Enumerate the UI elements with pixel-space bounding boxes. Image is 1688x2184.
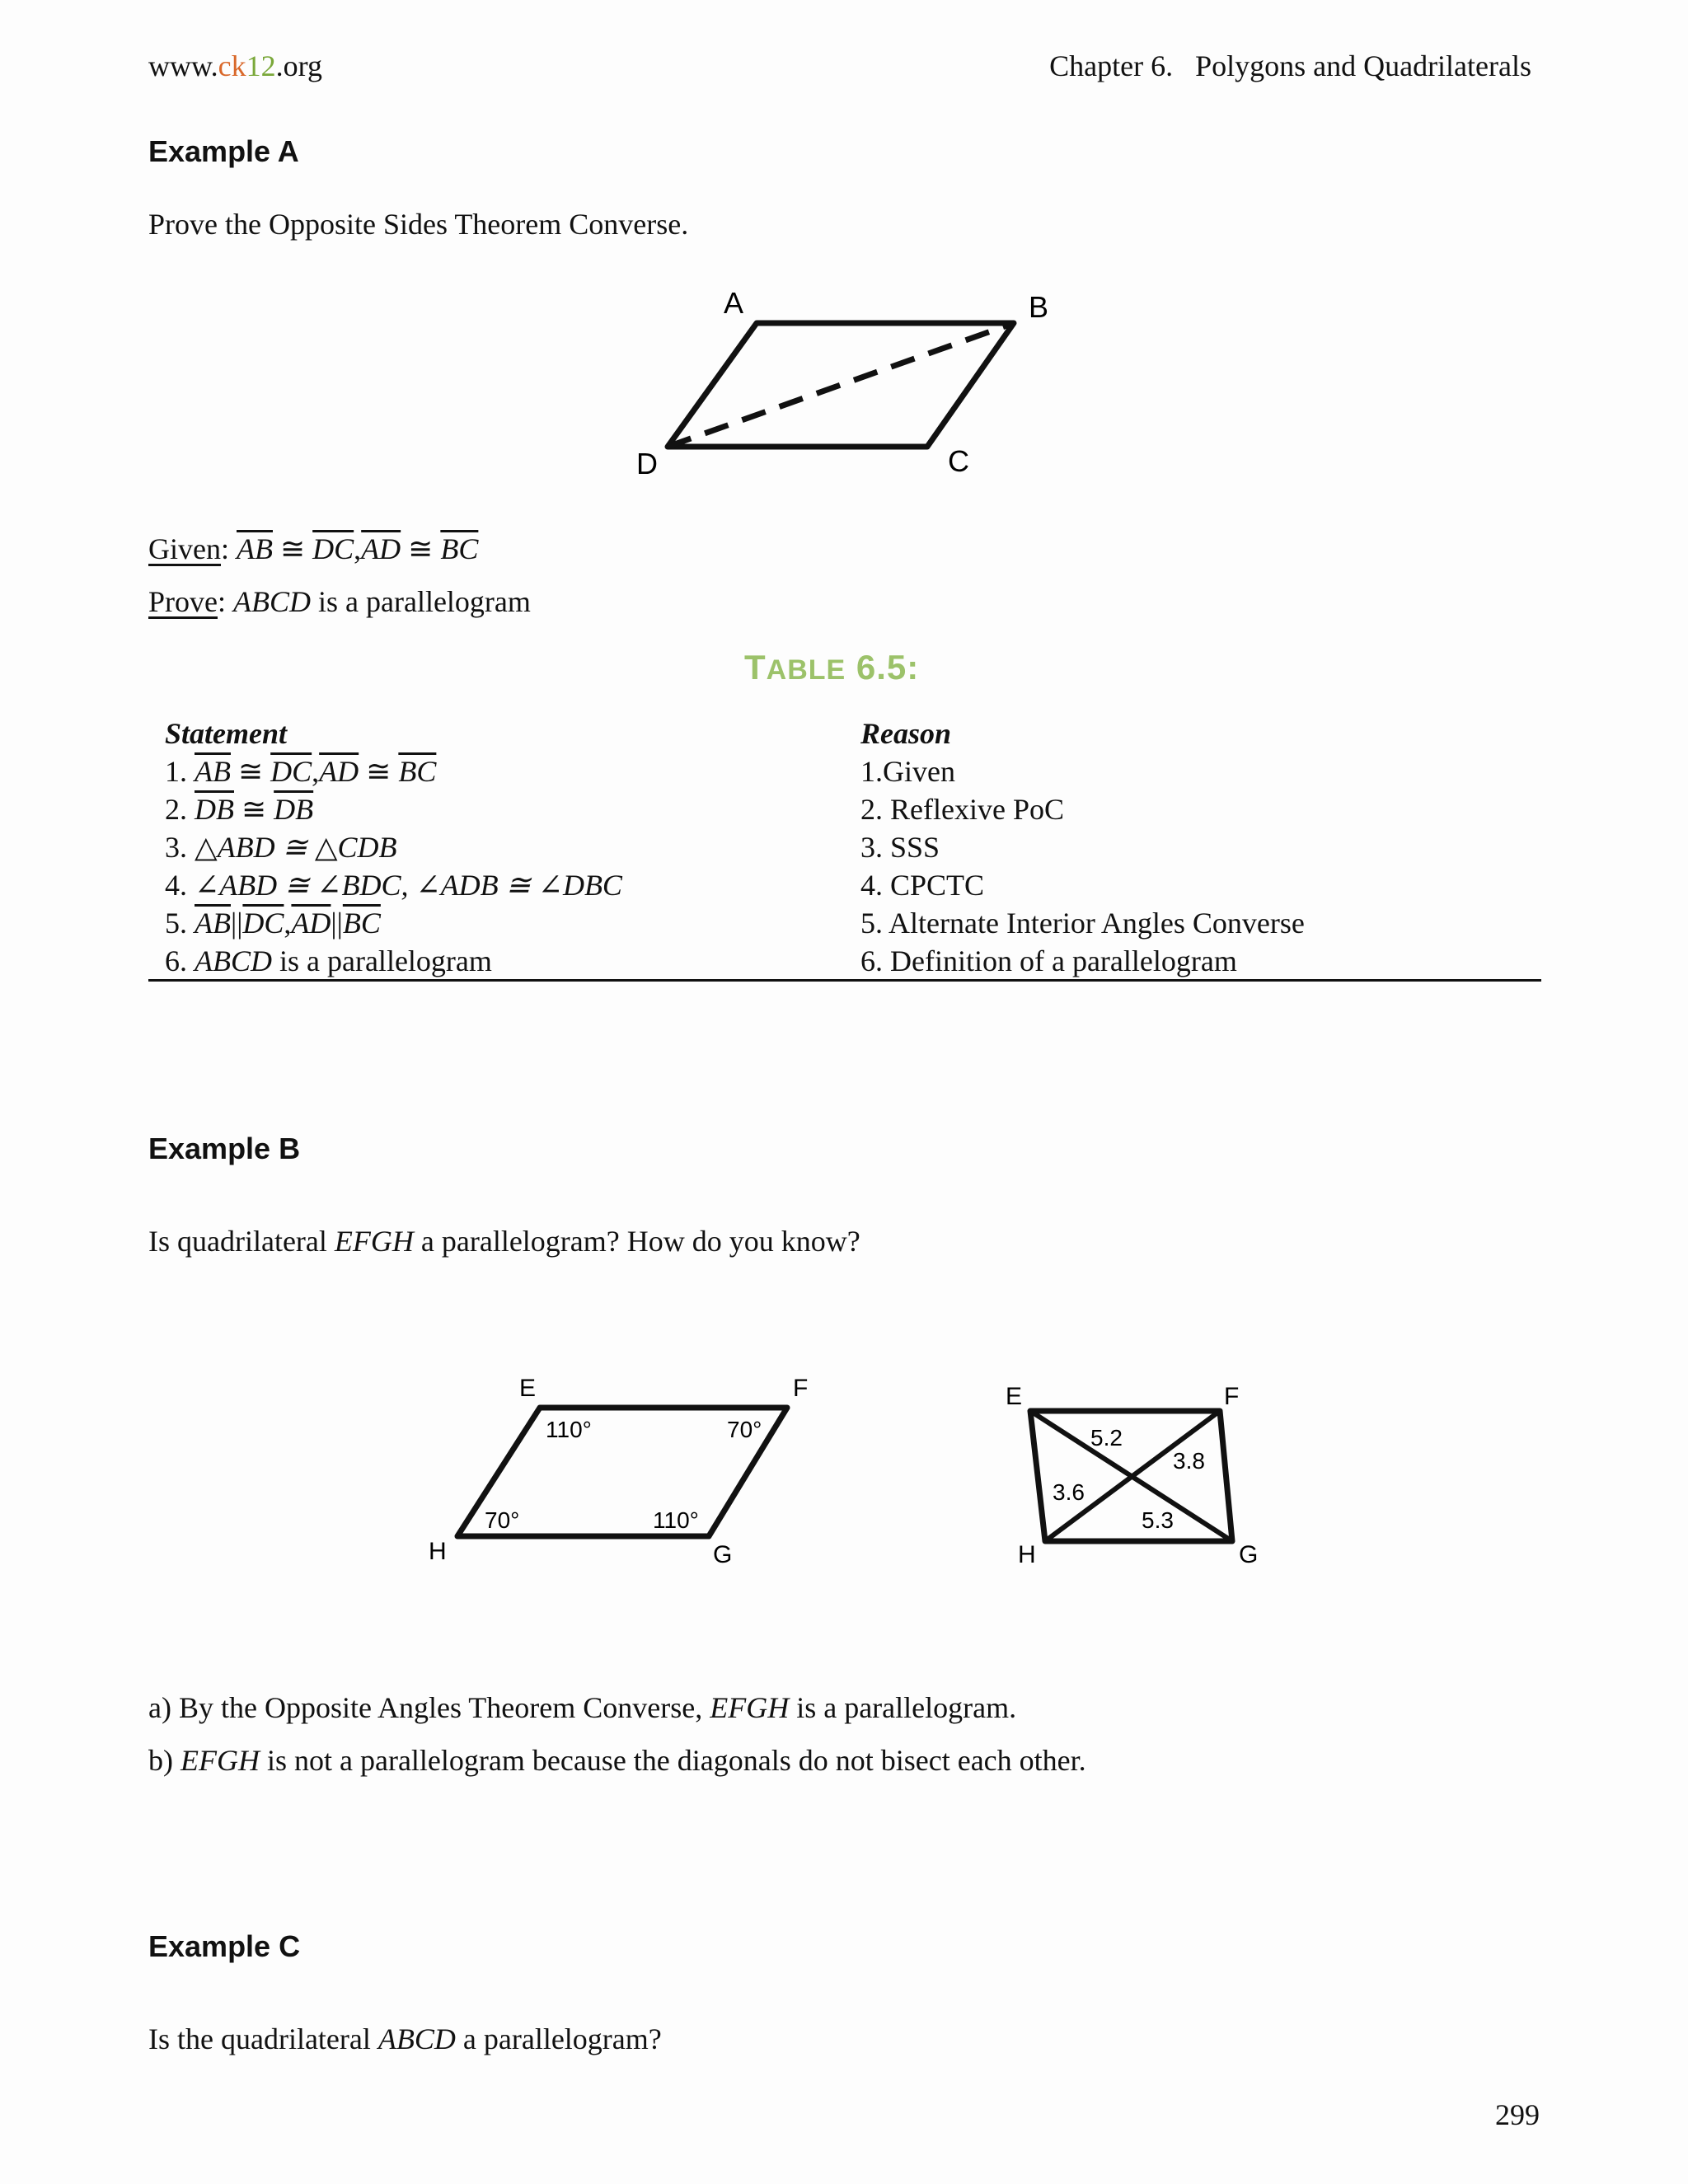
fig1-vertex-e: E	[519, 1375, 537, 1402]
fig1-vertex-h: H	[429, 1538, 447, 1565]
fig1-angle-h: 70°	[485, 1507, 520, 1533]
fig2-segment-3-6: 3.6	[1053, 1479, 1085, 1505]
quadrilateral-efgh-diagonals-figure	[993, 1376, 1290, 1566]
reason-6: 6. Definition of a parallelogram	[860, 944, 1237, 977]
reason-3: 3. SSS	[860, 831, 940, 864]
fig1-angle-f: 70°	[727, 1417, 762, 1442]
reason-5: 5. Alternate Interior Angles Converse	[860, 907, 1305, 940]
vertex-label-d: D	[636, 447, 658, 480]
proof-table	[148, 715, 1541, 981]
statement-3: 3. △ABD ≅ △CDB	[165, 831, 397, 864]
fig1-angle-e: 110°	[546, 1417, 592, 1442]
chapter-title: Polygons and Quadrilaterals	[1195, 49, 1531, 82]
vertex-label-a: A	[724, 286, 744, 320]
example-a-prompt: Prove the Opposite Sides Theorem Converse.	[148, 208, 689, 241]
example-b-answer-b: b) EFGH is not a parallelogram because the diagonals do not bisect each other.	[148, 1744, 1086, 1777]
example-b-heading: Example B	[148, 1132, 301, 1165]
reason-1: 1.Given	[860, 755, 955, 788]
fig1-vertex-f: F	[793, 1375, 809, 1402]
reason-2: 2. Reflexive PoC	[860, 793, 1064, 826]
table-bottom-rule	[148, 979, 1541, 982]
chapter-header	[1049, 48, 1531, 84]
example-a-heading: Example A	[148, 134, 299, 168]
statement-2: 2. $\overline{DB}$ ≅ $\overline{DB}$	[165, 793, 314, 826]
fig2-segment-5-2: 5.2	[1090, 1425, 1123, 1451]
column-header-reason: Reason	[860, 717, 952, 750]
fig2-vertex-h: H	[1018, 1541, 1036, 1566]
prove-line: Prove: ABCD is a parallelogram	[148, 585, 531, 618]
chapter-number: Chapter 6.	[1049, 49, 1174, 82]
statement-4: 4. ∠ABD ≅ ∠BDC, ∠ADB ≅ ∠DBC	[165, 869, 622, 902]
given-line: Given: $\overline{AB}$ ≅ $\overline{DC},\overline{AD}$ ≅ $\overline{BC}$	[148, 532, 479, 565]
example-b-prompt: Is quadrilateral EFGH a parallelogram? How do you know?	[148, 1225, 860, 1258]
statement-6: 6. ABCD is a parallelogram	[165, 944, 492, 977]
example-c-heading: Example C	[148, 1929, 301, 1963]
fig2-segment-3-8: 3.8	[1173, 1448, 1205, 1474]
site-url: www.ck12.org	[148, 49, 322, 82]
parallelogram-efgh-angles-figure	[420, 1368, 849, 1566]
reason-4: 4. CPCTC	[860, 869, 985, 902]
fig2-vertex-e: E	[1006, 1383, 1023, 1410]
parallelogram-abcd-figure	[626, 280, 1055, 486]
statement-1: 1. $\overline{AB}$ ≅ $\overline{DC},\overline{AD}$ ≅ $\overline{BC}$	[165, 755, 437, 788]
example-b-answer-a: a) By the Opposite Angles Theorem Converse, EFGH is a parallelogram.	[148, 1691, 1017, 1724]
fig1-vertex-g: G	[713, 1541, 733, 1566]
page-number: 299	[1495, 2098, 1540, 2131]
fig2-segment-5-3: 5.3	[1142, 1507, 1174, 1533]
fig2-vertex-f: F	[1224, 1383, 1240, 1410]
vertex-label-c: C	[948, 444, 969, 478]
fig1-angle-g: 110°	[653, 1507, 699, 1533]
column-header-statement: Statement	[165, 717, 288, 750]
statement-5: 5. $\overline{AB}||\overline{DC},\overline{AD}||\overline{BC}$	[165, 907, 381, 940]
table-caption: TABLE 6.5:	[744, 648, 920, 687]
vertex-label-b: B	[1029, 290, 1049, 324]
fig2-vertex-g: G	[1239, 1541, 1259, 1566]
example-c-prompt: Is the quadrilateral ABCD a parallelogram?	[148, 2022, 662, 2055]
